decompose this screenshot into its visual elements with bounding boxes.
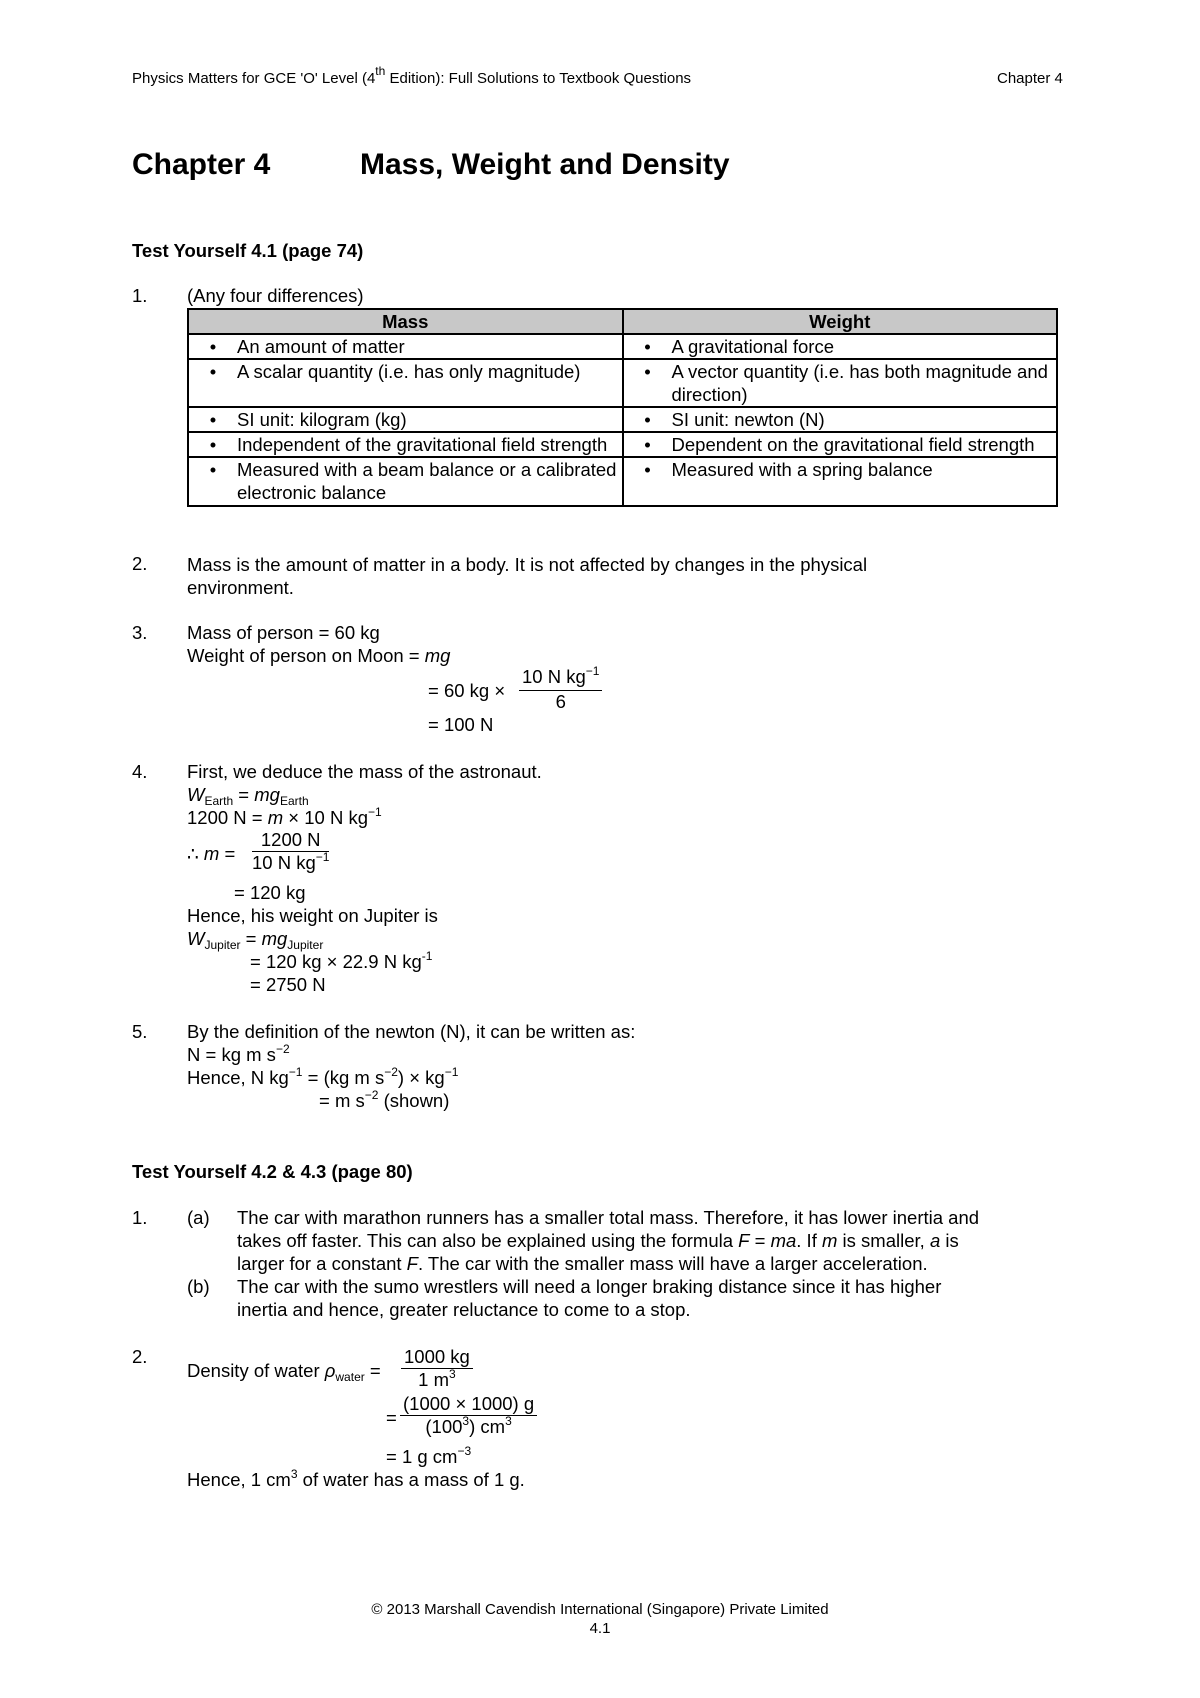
cell-text: Independent of the gravitational field strength xyxy=(237,434,608,455)
footer-copyright: © 2013 Marshall Cavendish International (Singapore) Private Limited xyxy=(371,1601,829,1618)
chapter-number: Chapter 4 xyxy=(132,148,271,181)
bullet: • xyxy=(644,361,651,382)
table-header-weight: Weight xyxy=(623,309,1058,334)
section-title: Test Yourself 4.1 (page 74) xyxy=(132,240,364,261)
table-cell xyxy=(188,432,623,457)
cell-text: A vector quantity (i.e. has both magnitude and direction) xyxy=(671,361,1048,405)
header-title: Physics Matters for GCE 'O' Level (4 xyxy=(132,70,376,87)
formula-var: F xyxy=(738,1230,750,1251)
exponent: −1 xyxy=(368,805,382,819)
answer-line: inertia and hence, greater reluctance to come to a stop. xyxy=(237,1299,691,1320)
equation-line xyxy=(187,928,323,950)
fraction xyxy=(400,1393,537,1440)
equation-line: = 60 kg × xyxy=(428,680,506,701)
question-number: 1. xyxy=(132,1207,148,1228)
cell-text: SI unit: kilogram (kg) xyxy=(237,409,407,430)
formula-var: ρ xyxy=(324,1360,336,1381)
answer-line xyxy=(187,645,450,667)
table-cell xyxy=(188,359,623,407)
text: Hence, 1 cm xyxy=(187,1469,291,1490)
text: 1 m xyxy=(418,1369,449,1390)
equation-line xyxy=(250,951,432,973)
table-row xyxy=(188,334,1057,359)
text: = m s xyxy=(319,1090,365,1111)
exponent: 3 xyxy=(462,1414,470,1428)
header-chapter: Chapter 4 xyxy=(997,70,1063,87)
text: Hence, N kg xyxy=(187,1067,289,1088)
formula-var: W xyxy=(187,928,205,949)
text: = 1 g cm xyxy=(386,1446,458,1467)
fraction-denominator: 6 xyxy=(555,691,566,712)
text: Weight of person on Moon = xyxy=(187,645,425,666)
table-header-mass: Mass xyxy=(188,309,623,334)
therefore-symbol: ∴ xyxy=(187,843,204,864)
question-intro: (Any four differences) xyxy=(187,285,364,306)
fraction-numerator xyxy=(519,666,602,691)
text: takes off faster. This can also be explained using the formula xyxy=(237,1230,739,1251)
question-number: 2. xyxy=(132,1346,148,1367)
table-row xyxy=(188,359,1057,407)
formula-var: m xyxy=(821,1230,838,1251)
text: larger for a constant xyxy=(237,1253,407,1274)
formula-var: a xyxy=(929,1230,941,1251)
part-label: (a) xyxy=(187,1207,210,1228)
cell-text: Dependent on the gravitational field strength xyxy=(671,434,1035,455)
bullet: • xyxy=(644,336,651,357)
fraction-numerator: 1000 kg xyxy=(401,1346,473,1369)
question-number: 2. xyxy=(132,553,148,574)
exponent: −1 xyxy=(444,1065,459,1079)
answer-line: Hence, his weight on Jupiter is xyxy=(187,905,438,926)
table-row xyxy=(188,457,1057,506)
text: Density of water xyxy=(187,1360,325,1381)
exponent: −1 xyxy=(315,850,330,864)
exponent: 3 xyxy=(290,1467,298,1481)
fraction-numerator: 1200 N xyxy=(252,829,329,852)
table-cell xyxy=(188,334,623,359)
exponent: 3 xyxy=(505,1414,512,1428)
text: = xyxy=(233,784,255,805)
text: = xyxy=(364,1360,381,1381)
fraction-denominator xyxy=(401,1369,473,1393)
cell-text: SI unit: newton (N) xyxy=(671,409,825,430)
exponent: −3 xyxy=(457,1444,472,1458)
table-cell xyxy=(623,407,1058,432)
equation-line xyxy=(187,843,235,865)
subscript: Earth xyxy=(279,794,309,808)
equation-line xyxy=(319,1090,449,1112)
equation-line xyxy=(386,1446,471,1468)
text: = (kg m s xyxy=(302,1067,385,1088)
table-cell xyxy=(623,334,1058,359)
equation-line xyxy=(187,1044,290,1066)
bullet: • xyxy=(209,409,217,430)
equation-line: = 120 kg xyxy=(234,882,306,903)
fraction xyxy=(401,1346,473,1393)
answer-line xyxy=(187,1469,525,1491)
bullet: • xyxy=(209,361,217,382)
text: of water has a mass of 1 g. xyxy=(297,1469,525,1490)
equation-line: = 100 N xyxy=(428,714,494,735)
header-sup: th xyxy=(375,64,386,78)
question-number: 5. xyxy=(132,1021,148,1042)
text: 10 N kg xyxy=(522,666,586,687)
exponent: −1 xyxy=(288,1065,303,1079)
formula-var: F xyxy=(406,1253,418,1274)
bullet: • xyxy=(209,434,217,455)
formula-var: ma xyxy=(770,1230,797,1251)
equation-line xyxy=(187,1067,458,1089)
answer-line: Mass of person = 60 kg xyxy=(187,622,380,643)
text: . The car with the smaller mass will have a larger acceleration. xyxy=(417,1253,928,1274)
text: = xyxy=(240,928,262,949)
answer-line: First, we deduce the mass of the astronaut. xyxy=(187,761,542,782)
exponent: −2 xyxy=(384,1065,398,1079)
table-cell xyxy=(623,457,1058,506)
answer-line xyxy=(237,1230,959,1252)
text: is smaller, xyxy=(837,1230,930,1251)
subscript: Earth xyxy=(204,794,234,808)
text: = xyxy=(749,1230,771,1251)
fraction-denominator xyxy=(252,852,329,876)
table-cell xyxy=(188,407,623,432)
equation-line xyxy=(187,807,382,829)
header-title-end: Edition): Full Solutions to Textbook Questions xyxy=(385,70,692,87)
subscript: Jupiter xyxy=(204,938,241,952)
exponent: 3 xyxy=(449,1367,456,1381)
answer-line: By the definition of the newton (N), it can be written as: xyxy=(187,1021,636,1042)
table-cell xyxy=(623,359,1058,407)
exponent: −2 xyxy=(364,1088,379,1102)
text: ) cm xyxy=(469,1416,506,1437)
exponent: -1 xyxy=(421,949,433,963)
equation-line: = xyxy=(386,1407,397,1428)
section-title: Test Yourself 4.2 & 4.3 (page 80) xyxy=(132,1161,413,1182)
bullet: • xyxy=(209,459,217,480)
formula-var: W xyxy=(187,784,205,805)
page-number: 4.1 xyxy=(589,1620,611,1637)
text: (shown) xyxy=(378,1090,450,1111)
answer-line: The car with marathon runners has a smaller total mass. Therefore, it has lower inertia and xyxy=(237,1207,980,1228)
answer-line xyxy=(237,1253,928,1275)
bullet: • xyxy=(209,336,217,357)
subscript: water xyxy=(335,1370,365,1384)
table-cell xyxy=(623,432,1058,457)
formula-var: mg xyxy=(254,784,280,805)
cell-text: An amount of matter xyxy=(237,336,405,357)
text: is xyxy=(940,1230,959,1251)
table-row xyxy=(188,407,1057,432)
formula-var: m xyxy=(203,843,220,864)
equation-line xyxy=(187,784,309,806)
text: (100 xyxy=(425,1416,463,1437)
part-label: (b) xyxy=(187,1276,210,1297)
text: = 120 kg × 22.9 N kg xyxy=(250,951,422,972)
exponent: −1 xyxy=(585,664,600,678)
cell-text: Measured with a beam balance or a calibrated electronic balance xyxy=(237,459,617,503)
text: ) × kg xyxy=(397,1067,445,1088)
formula-var: mg xyxy=(424,645,451,666)
bullet: • xyxy=(644,459,651,480)
cell-text: A gravitational force xyxy=(671,336,834,357)
equation-line: = 2750 N xyxy=(250,974,326,995)
bullet: • xyxy=(644,409,651,430)
fraction-denominator xyxy=(400,1416,537,1440)
bullet: • xyxy=(644,434,651,455)
equation-line xyxy=(187,1360,381,1382)
question-number: 1. xyxy=(132,285,148,306)
text: . If xyxy=(796,1230,822,1251)
exponent: −2 xyxy=(275,1042,290,1056)
fraction xyxy=(252,829,329,876)
formula-var: mg xyxy=(261,928,288,949)
comparison-table xyxy=(187,308,1058,507)
fraction xyxy=(519,666,602,713)
text: 1200 N = xyxy=(187,807,268,828)
running-header xyxy=(132,64,692,87)
cell-text: A scalar quantity (i.e. has only magnitude) xyxy=(237,361,581,382)
chapter-title: Mass, Weight and Density xyxy=(360,148,730,181)
table-cell xyxy=(188,457,623,506)
question-number: 4. xyxy=(132,761,148,782)
table-header-row xyxy=(188,309,1057,334)
text: N = kg m s xyxy=(187,1044,276,1065)
subscript: Jupiter xyxy=(287,938,324,952)
text: 10 N kg xyxy=(252,852,316,873)
text: × 10 N kg xyxy=(283,807,369,828)
cell-text: Measured with a spring balance xyxy=(671,459,933,480)
fraction-numerator: (1000 × 1000) g xyxy=(400,1393,537,1416)
answer-text: Mass is the amount of matter in a body. It is not affected by changes in the physical environment. xyxy=(187,554,868,598)
table-row xyxy=(188,432,1057,457)
question-number: 3. xyxy=(132,622,148,643)
formula-var: m xyxy=(267,807,284,828)
text: = xyxy=(219,843,236,864)
answer-line: The car with the sumo wrestlers will need a longer braking distance since it has higher xyxy=(237,1276,942,1297)
